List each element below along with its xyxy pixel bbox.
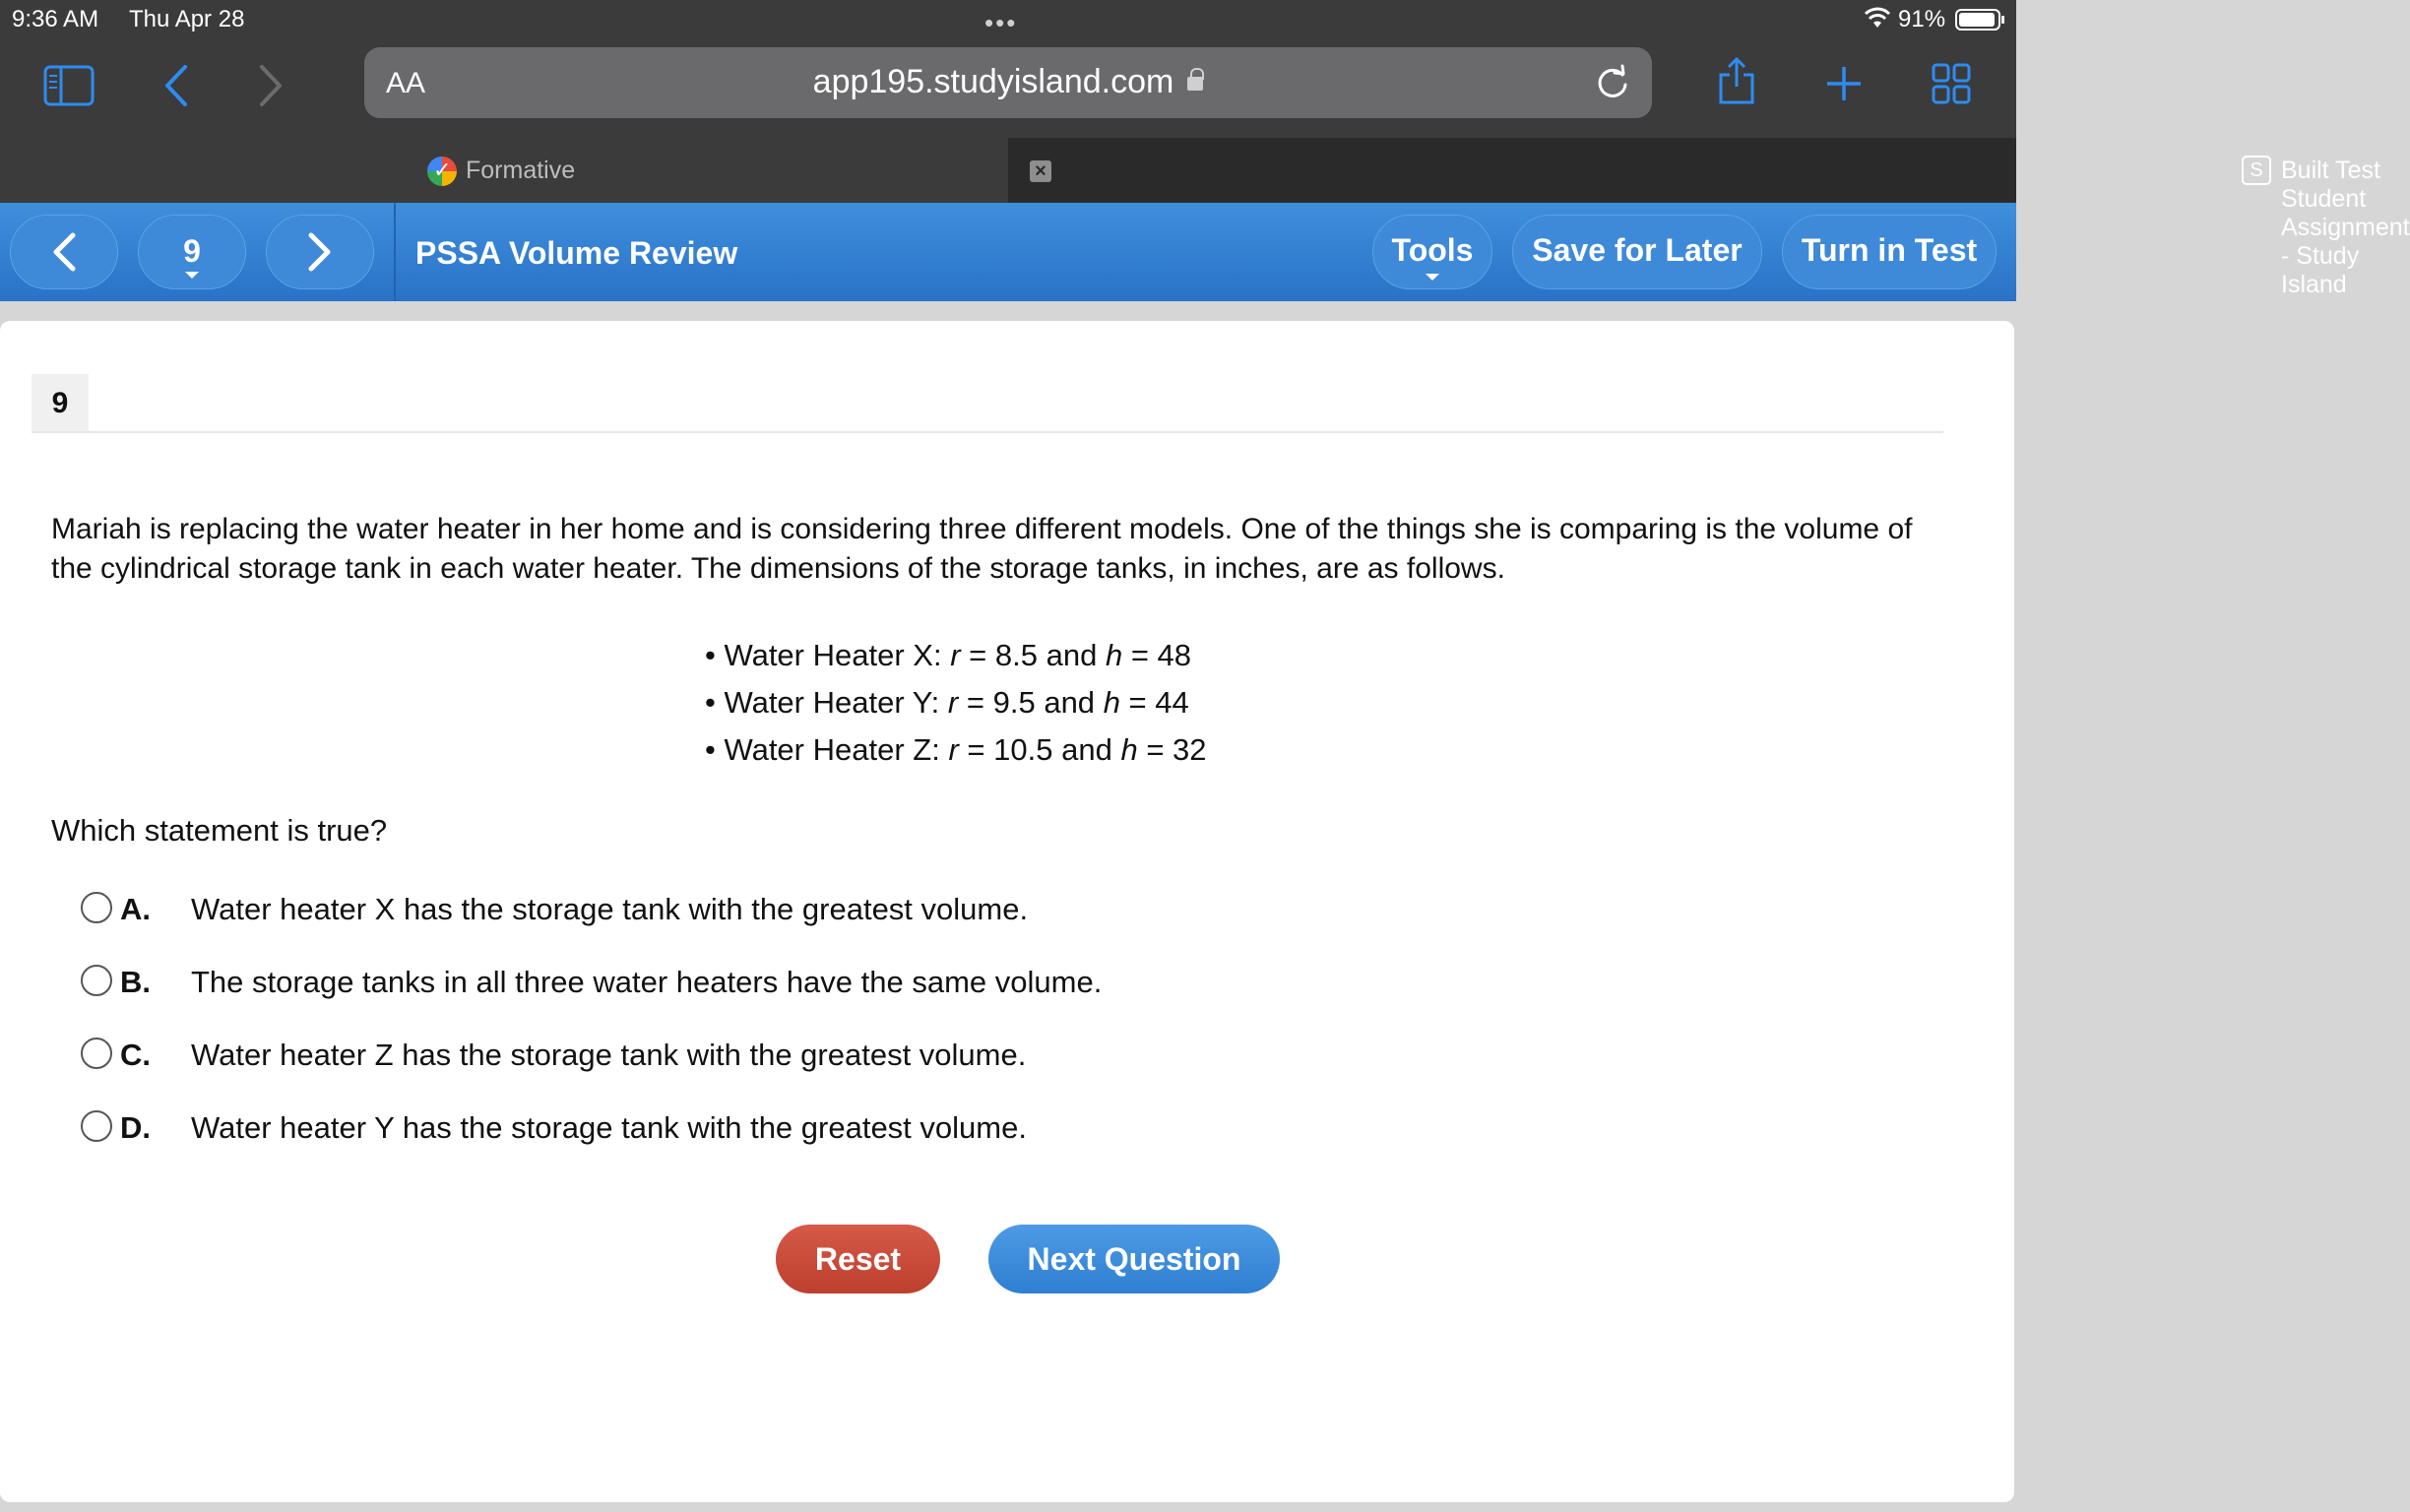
reload-icon[interactable] bbox=[1595, 65, 1630, 100]
chevron-left-icon bbox=[51, 231, 77, 273]
answer-choice-d[interactable] bbox=[81, 1104, 1262, 1154]
radio-button[interactable] bbox=[81, 965, 112, 996]
wifi-icon bbox=[1864, 6, 1891, 30]
sidebar-icon[interactable] bbox=[43, 65, 95, 106]
save-for-later-button[interactable]: Save for Later bbox=[1512, 215, 1762, 289]
battery-percent: 91% bbox=[1898, 6, 1946, 32]
address-bar[interactable] bbox=[364, 47, 1652, 118]
heater-list bbox=[705, 632, 1207, 774]
url-text: app195.studyisland.com bbox=[812, 63, 1174, 100]
choice-text[interactable]: Water heater Y has the storage tank with the greatest volume. bbox=[191, 1110, 1027, 1145]
status-time: 9:36 AM bbox=[12, 6, 99, 32]
answer-choice-c[interactable] bbox=[81, 1032, 1262, 1081]
test-header bbox=[0, 203, 2016, 301]
lock-icon bbox=[1187, 77, 1203, 91]
tools-button[interactable] bbox=[1372, 215, 1492, 289]
tab-formative[interactable] bbox=[0, 138, 1008, 203]
choice-letter: C. bbox=[120, 1038, 151, 1072]
choice-letter: B. bbox=[120, 965, 151, 999]
share-icon[interactable] bbox=[1717, 57, 1756, 106]
new-tab-icon[interactable] bbox=[1825, 65, 1863, 102]
multitasking-dots-icon[interactable]: ••• bbox=[984, 8, 1018, 37]
status-bar bbox=[0, 0, 2016, 39]
next-question-button[interactable]: Next Question bbox=[988, 1225, 1280, 1293]
tab-overview-icon[interactable] bbox=[1932, 63, 1971, 104]
tab-label: Formative bbox=[466, 157, 576, 184]
choice-text[interactable]: The storage tanks in all three water heaters have the same volume. bbox=[191, 965, 1103, 999]
choice-letter: D. bbox=[120, 1110, 151, 1145]
divider bbox=[32, 431, 1943, 433]
choice-text[interactable]: Water heater Z has the storage tank with the greatest volume. bbox=[191, 1038, 1027, 1072]
text-size-button[interactable]: AA bbox=[386, 67, 426, 99]
turn-in-test-button[interactable]: Turn in Test bbox=[1782, 215, 1997, 289]
formative-icon bbox=[427, 157, 457, 186]
list-item: • Water Heater Y: r = 9.5 and h = 44 bbox=[705, 685, 1189, 720]
forward-icon[interactable] bbox=[258, 63, 285, 108]
question-selector-number: 9 bbox=[183, 233, 201, 269]
question-text: Mariah is replacing the water heater in her home and is considering three different models. One of the things she is comparing is the volume of the cylindrical storage tank in each water heater. The dimensions of the storage tanks, in inches, are as follows. bbox=[51, 513, 1913, 585]
choice-text[interactable]: Water heater X has the storage tank with the greatest volume. bbox=[191, 892, 1029, 926]
tab-label: Built Test Student Assignment - Study Island bbox=[2281, 157, 2410, 298]
tools-label: Tools bbox=[1391, 232, 1474, 268]
header-divider bbox=[394, 203, 396, 301]
radio-button[interactable] bbox=[81, 1110, 112, 1142]
browser-toolbar bbox=[0, 39, 2016, 138]
previous-question-button[interactable] bbox=[10, 215, 118, 289]
back-icon[interactable] bbox=[161, 63, 189, 108]
page-title: PSSA Volume Review bbox=[415, 235, 738, 271]
chevron-down-icon bbox=[1426, 274, 1439, 281]
reset-button[interactable]: Reset bbox=[776, 1225, 940, 1293]
study-island-icon: S bbox=[2242, 156, 2271, 185]
status-date: Thu Apr 28 bbox=[129, 6, 245, 32]
chevron-down-icon bbox=[185, 272, 199, 279]
next-question-arrow-button[interactable] bbox=[266, 215, 374, 289]
question-selector[interactable] bbox=[138, 215, 246, 289]
close-tab-icon[interactable]: × bbox=[1030, 160, 1051, 182]
question-prompt: Which statement is true? bbox=[51, 813, 388, 848]
battery-icon bbox=[1955, 9, 2000, 31]
answer-choice-a[interactable] bbox=[81, 886, 1262, 935]
question-number: 9 bbox=[32, 374, 89, 433]
radio-button[interactable] bbox=[81, 892, 112, 923]
chevron-right-icon bbox=[307, 231, 333, 273]
choice-letter: A. bbox=[120, 892, 151, 926]
list-item: • Water Heater Z: r = 10.5 and h = 32 bbox=[705, 732, 1207, 767]
answer-choice-b[interactable] bbox=[81, 959, 1262, 1008]
list-item: • Water Heater X: r = 8.5 and h = 48 bbox=[705, 638, 1192, 672]
radio-button[interactable] bbox=[81, 1038, 112, 1069]
